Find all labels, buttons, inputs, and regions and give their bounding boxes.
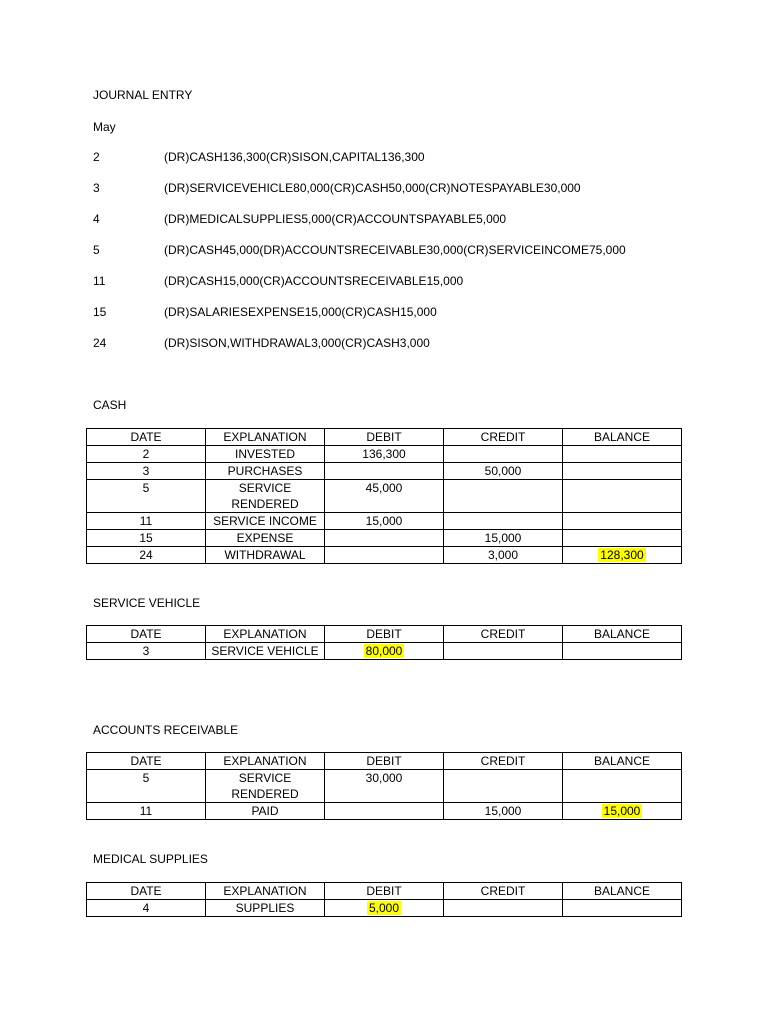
entry-text: (DR)SALARIESEXPENSE15,000(CR)CASH15,000	[164, 305, 437, 319]
table-row	[87, 446, 682, 463]
cell-explanation: PURCHASES	[206, 463, 325, 480]
column-header-date: DATE	[87, 753, 206, 770]
table-row	[87, 547, 682, 564]
cash-ledger-title: CASH	[93, 398, 127, 412]
column-header-balance: BALANCE	[563, 626, 682, 643]
cell-credit	[444, 770, 563, 803]
column-header-debit: DEBIT	[325, 429, 444, 446]
journal-title: JOURNAL ENTRY	[93, 88, 193, 102]
column-header-credit: CREDIT	[444, 753, 563, 770]
column-header-debit: DEBIT	[325, 626, 444, 643]
journal-month: May	[93, 120, 116, 134]
cell-balance	[563, 803, 682, 820]
entry-text: (DR)SISON,WITHDRAWAL3,000(CR)CASH3,000	[164, 336, 430, 350]
cell-debit	[325, 547, 444, 564]
table-row	[87, 530, 682, 547]
entry-day: 5	[93, 243, 100, 257]
cell-credit	[444, 446, 563, 463]
column-header-date: DATE	[87, 429, 206, 446]
entry-day: 4	[93, 212, 100, 226]
service-vehicle-ledger-title: SERVICE VEHICLE	[93, 596, 201, 610]
cell-date: 3	[87, 643, 206, 660]
entry-day: 24	[93, 336, 107, 350]
ledger-header-row	[87, 883, 682, 900]
cell-debit: 45,000	[325, 480, 444, 513]
cell-date: 24	[87, 547, 206, 564]
entry-text: (DR)CASH136,300(CR)SISON,CAPITAL136,300	[164, 150, 425, 164]
cell-date: 3	[87, 463, 206, 480]
cell-credit	[444, 480, 563, 513]
cell-explanation: EXPENSE	[206, 530, 325, 547]
cell-balance	[563, 770, 682, 803]
table-row	[87, 900, 682, 917]
cell-credit: 3,000	[444, 547, 563, 564]
cell-credit	[444, 900, 563, 917]
accounts-receivable-ledger-table	[86, 752, 682, 820]
cell-credit: 15,000	[444, 530, 563, 547]
cell-explanation: INVESTED	[206, 446, 325, 463]
cell-debit: 15,000	[325, 513, 444, 530]
accounts-receivable-ledger-title: ACCOUNTS RECEIVABLE	[93, 723, 239, 737]
cell-balance	[563, 547, 682, 564]
cell-explanation: SERVICE INCOME	[206, 513, 325, 530]
column-header-balance: BALANCE	[563, 429, 682, 446]
cell-explanation: SERVICE RENDERED	[206, 770, 325, 803]
cell-balance	[563, 900, 682, 917]
highlighted-balance: 15,000	[603, 804, 641, 818]
column-header-debit: DEBIT	[325, 753, 444, 770]
column-header-balance: BALANCE	[563, 753, 682, 770]
cell-credit	[444, 513, 563, 530]
table-row	[87, 803, 682, 820]
entry-day: 2	[93, 150, 100, 164]
cell-date: 5	[87, 770, 206, 803]
ledger-header-row	[87, 429, 682, 446]
entry-text: (DR)SERVICEVEHICLE80,000(CR)CASH50,000(CR)NOTESPAYABLE30,000	[164, 181, 581, 195]
cell-date: 15	[87, 530, 206, 547]
cell-date: 2	[87, 446, 206, 463]
column-header-credit: CREDIT	[444, 883, 563, 900]
cell-date: 11	[87, 513, 206, 530]
cell-explanation: WITHDRAWAL	[206, 547, 325, 564]
column-header-credit: CREDIT	[444, 429, 563, 446]
cell-debit	[325, 530, 444, 547]
entry-day: 11	[93, 274, 106, 288]
table-row	[87, 513, 682, 530]
column-header-explanation: EXPLANATION	[206, 883, 325, 900]
column-header-explanation: EXPLANATION	[206, 429, 325, 446]
ledger-header-row	[87, 626, 682, 643]
column-header-explanation: EXPLANATION	[206, 626, 325, 643]
entry-text: (DR)CASH15,000(CR)ACCOUNTSRECEIVABLE15,000	[164, 274, 464, 288]
cell-balance	[563, 513, 682, 530]
column-header-date: DATE	[87, 626, 206, 643]
cell-debit: 136,300	[325, 446, 444, 463]
cell-explanation: SERVICE RENDERED	[206, 480, 325, 513]
cell-explanation: SUPPLIES	[206, 900, 325, 917]
highlighted-debit: 5,000	[368, 901, 400, 915]
cell-explanation: PAID	[206, 803, 325, 820]
highlighted-debit: 80,000	[365, 644, 403, 658]
column-header-date: DATE	[87, 883, 206, 900]
table-row	[87, 463, 682, 480]
cash-ledger-table	[86, 428, 682, 564]
service-vehicle-ledger-table	[86, 625, 682, 660]
entry-day: 3	[93, 181, 100, 195]
entry-text: (DR)CASH45,000(DR)ACCOUNTSRECEIVABLE30,000(CR)SERVICEINCOME75,000	[164, 243, 626, 257]
column-header-debit: DEBIT	[325, 883, 444, 900]
column-header-credit: CREDIT	[444, 626, 563, 643]
cell-explanation: SERVICE VEHICLE	[206, 643, 325, 660]
entry-text: (DR)MEDICALSUPPLIES5,000(CR)ACCOUNTSPAYABLE5,000	[164, 212, 507, 226]
cell-date: 11	[87, 803, 206, 820]
medical-supplies-ledger-title: MEDICAL SUPPLIES	[93, 852, 208, 866]
column-header-balance: BALANCE	[563, 883, 682, 900]
table-row	[87, 770, 682, 803]
cell-balance	[563, 530, 682, 547]
cell-date: 5	[87, 480, 206, 513]
cell-debit	[325, 803, 444, 820]
cell-credit	[444, 643, 563, 660]
cell-balance	[563, 480, 682, 513]
cell-credit: 15,000	[444, 803, 563, 820]
table-row	[87, 643, 682, 660]
cell-debit: 30,000	[325, 770, 444, 803]
cell-balance	[563, 643, 682, 660]
entry-day: 15	[93, 305, 107, 319]
table-row	[87, 480, 682, 513]
cell-debit	[325, 900, 444, 917]
column-header-explanation: EXPLANATION	[206, 753, 325, 770]
cell-debit	[325, 463, 444, 480]
cell-balance	[563, 463, 682, 480]
ledger-header-row	[87, 753, 682, 770]
medical-supplies-ledger-table	[86, 882, 682, 917]
cell-date: 4	[87, 900, 206, 917]
cell-credit: 50,000	[444, 463, 563, 480]
highlighted-balance: 128,300	[600, 548, 644, 562]
cell-balance	[563, 446, 682, 463]
cell-debit	[325, 643, 444, 660]
